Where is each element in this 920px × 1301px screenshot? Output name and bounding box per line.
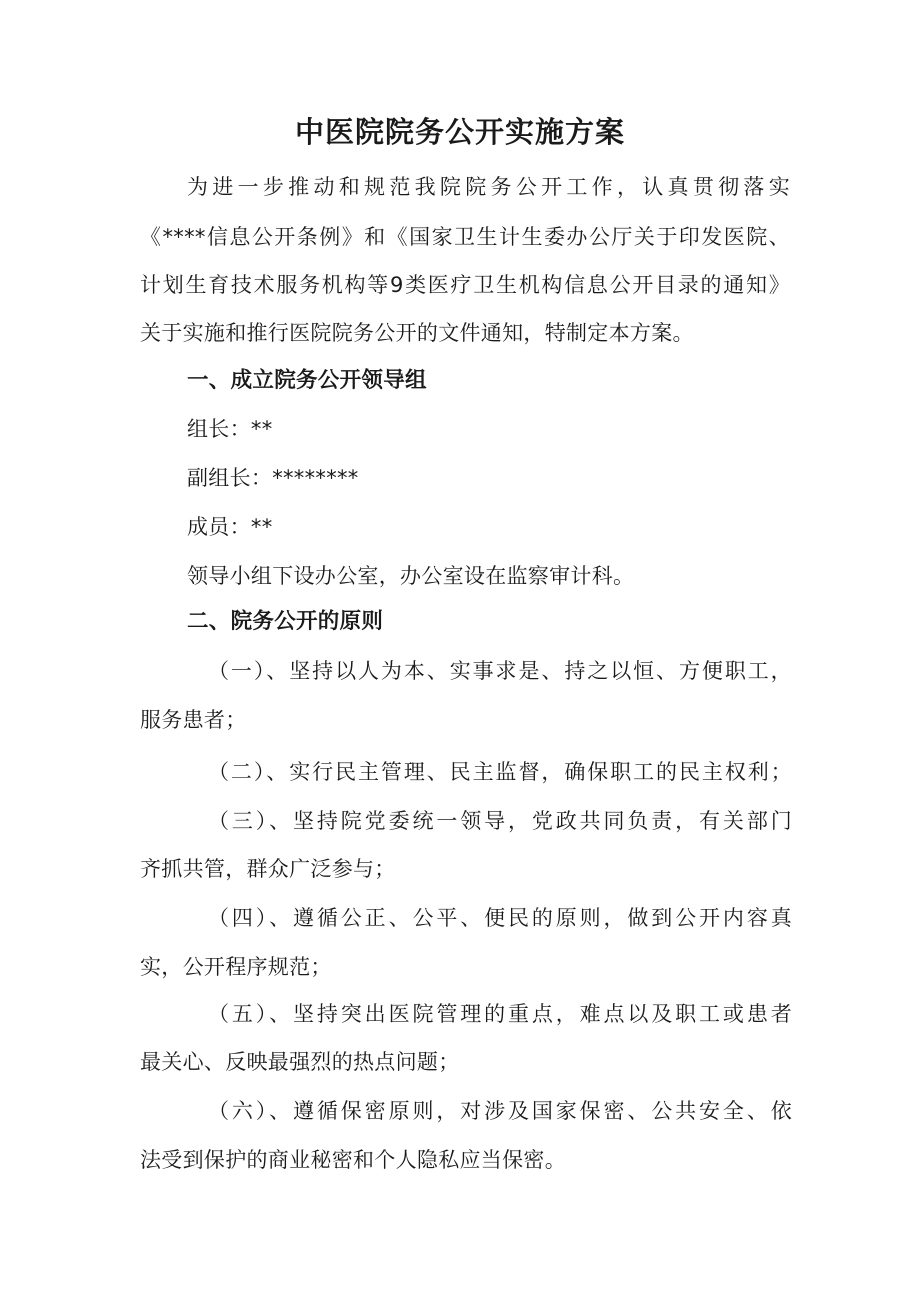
principle-5-line-2: 最关心、反映最强烈的热点问题； (140, 1050, 460, 1074)
leader-line: 组长：** (187, 417, 273, 441)
section-1-heading: 一、成立院务公开领导组 (187, 368, 427, 393)
office-line: 领导小组下设办公室，办公室设在监察审计科。 (187, 564, 635, 588)
document-title: 中医院院务公开实施方案 (294, 115, 625, 149)
principle-1-line-1: （一）、坚持以人为本、实事求是、持之以恒、方便职工， (208, 659, 792, 683)
principle-3-line-2: 齐抓共管，群众广泛参与； (140, 857, 396, 881)
principle-4-line-1: （四）、遵循公正、公平、便民的原则，做到公开内容真 (208, 906, 792, 930)
principle-3-line-1: （三）、坚持院党委统一领导，党政共同负责，有关部门 (208, 809, 792, 833)
principle-4-line-2: 实，公开程序规范； (140, 955, 332, 979)
intro-line-3: 计划生育技术服务机构等9类医疗卫生机构信息公开目录的通知》 (140, 273, 790, 297)
principle-6-line-1: （六）、遵循保密原则，对涉及国家保密、公共安全、依 (208, 1099, 792, 1123)
members-line: 成员：** (187, 515, 273, 539)
principle-5-line-1: （五）、坚持突出医院管理的重点，难点以及职工或患者 (208, 1002, 792, 1026)
deputy-leader-line: 副组长：******** (187, 466, 359, 490)
principle-6-line-2: 法受到保护的商业秘密和个人隐私应当保密。 (140, 1148, 566, 1172)
principle-1-line-2: 服务患者； (140, 708, 247, 732)
intro-line-2: 《****信息公开条例》和《国家卫生计生委办公厅关于印发医院、 (140, 225, 790, 249)
section-2-heading: 二、院务公开的原则 (187, 609, 384, 634)
principle-2-line-1: （二）、实行民主管理、民主监督，确保职工的民主权利； (208, 760, 792, 784)
intro-line-1: 为进一步推动和规范我院院务公开工作，认真贯彻落实 (187, 175, 790, 199)
intro-line-4: 关于实施和推行医院院务公开的文件通知，特制定本方案。 (140, 321, 694, 345)
